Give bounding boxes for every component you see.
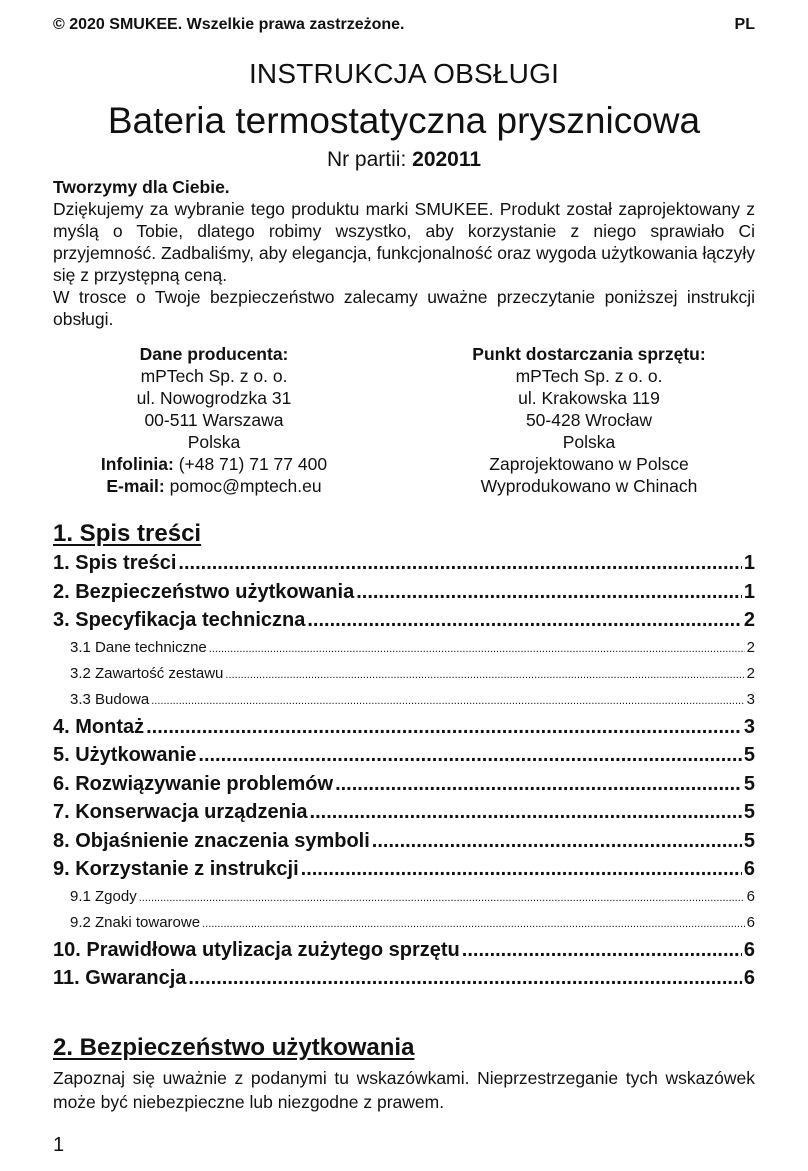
producer-company: mPTech Sp. z o. o.: [140, 366, 288, 386]
toc-entry-title: 2. Bezpieczeństwo użytkowania: [53, 580, 355, 603]
intro-heading: Tworzymy dla Ciebie.: [53, 177, 230, 197]
email-label: E-mail:: [106, 476, 165, 496]
toc-dot-leader: [225, 662, 744, 688]
toc-entry[interactable]: [53, 713, 755, 742]
toc-entry-page: 6: [746, 887, 755, 905]
intro-paragraph-1: Dziękujemy za wybranie tego produktu marki SMUKEE. Produkt został zaprojektowany z myślą o Tobie, dlatego robimy wszystko, aby korzystanie z niego sprawiało Ci przyjemność. Zadbaliśmy, aby elegancja, funkcjonalność oraz wygoda użytkowania łączyły się z przystępną ceną.: [53, 199, 755, 285]
delivery-label: Punkt dostarczania sprzętu:: [472, 344, 706, 364]
producer-country: Polska: [187, 432, 241, 452]
producer-phone: [53, 453, 375, 475]
toc-subentry[interactable]: [53, 635, 755, 661]
table-of-contents: [53, 549, 755, 993]
toc-entry-title: 9.1 Zgody: [70, 887, 137, 905]
toc-dot-leader: [335, 770, 742, 799]
toc-title: 1. Spis treści: [53, 520, 202, 547]
toc-entry-title: 1. Spis treści: [53, 552, 177, 574]
toc-entry-title: 10. Prawidłowa utylizacja zużytego sprzętu: [53, 938, 460, 961]
toc-entry-title: 3.3 Budowa: [70, 690, 150, 708]
toc-entry-page: 5: [743, 801, 755, 823]
toc-entry[interactable]: [53, 936, 755, 965]
toc-dot-leader: [209, 636, 745, 662]
toc-entry-page: 6: [746, 913, 755, 931]
toc-entry-title: 9.2 Znaki towarowe: [70, 913, 201, 931]
delivery-street: ul. Krakowska 119: [518, 388, 660, 408]
delivery-country: Polska: [562, 432, 616, 452]
toc-entry-title: 11. Gwarancja: [53, 967, 187, 989]
contact-info: [53, 343, 755, 497]
toc-entry-page: 5: [743, 772, 755, 795]
delivery-info: [375, 343, 755, 497]
intro-paragraph-2: W trosce o Twoje bezpieczeństwo zalecamy uważne przeczytanie poniższej instrukcji obsługi.: [53, 287, 755, 329]
toc-entry-title: 3. Specyfikacja techniczna: [53, 609, 306, 631]
toc-entry-title: 5. Użytkowanie: [53, 744, 197, 766]
page-number: 1: [53, 1134, 65, 1156]
section-2-title: 2. Bezpieczeństwo użytkowania: [53, 1034, 415, 1061]
toc-entry[interactable]: [53, 549, 755, 578]
toc-entry-title: 8. Objaśnienie znaczenia symboli: [53, 829, 370, 852]
delivery-city: 50-428 Wrocław: [525, 410, 653, 430]
toc-entry-title: 7. Konserwacja urządzenia: [53, 801, 308, 823]
toc-entry-page: 6: [743, 967, 755, 989]
toc-dot-leader: [188, 964, 741, 993]
toc-entry-page: 1: [743, 552, 755, 574]
toc-entry[interactable]: [53, 741, 755, 770]
toc-entry[interactable]: [53, 770, 755, 799]
page-header: [53, 16, 755, 34]
toc-entry[interactable]: [53, 578, 755, 607]
toc-entry-title: 4. Montaż: [53, 715, 145, 738]
toc-entry-page: 2: [743, 609, 755, 631]
email-address: pomoc@mptech.eu: [169, 476, 322, 496]
toc-entry-page: 6: [743, 938, 755, 961]
toc-entry-title: 6. Rozwiązywanie problemów: [53, 772, 334, 795]
toc-dot-leader: [462, 936, 742, 965]
toc-dot-leader: [151, 688, 744, 714]
toc-dot-leader: [301, 855, 742, 884]
producer-street: ul. Nowogrodzka 31: [136, 388, 292, 408]
batch-value: 202011: [412, 148, 482, 171]
toc-dot-leader: [202, 911, 745, 937]
producer-email: [53, 475, 375, 497]
producer-info: [53, 343, 375, 497]
toc-entry-page: 2: [746, 638, 755, 656]
toc-entry[interactable]: [53, 798, 755, 827]
toc-subentry[interactable]: [53, 687, 755, 713]
section-2-text: Zapoznaj się uważnie z podanymi tu wskazówkami. Nieprzestrzeganie tych wskazówek może być niebezpieczne lub niezgodne z prawem.: [53, 1068, 755, 1112]
toc-entry-page: 5: [743, 744, 755, 766]
batch-number: [53, 148, 755, 172]
toc-entry[interactable]: [53, 606, 755, 635]
toc-dot-leader: [198, 741, 741, 770]
language-code: PL: [734, 16, 755, 33]
toc-dot-leader: [310, 798, 742, 827]
toc-dot-leader: [139, 885, 745, 911]
toc-subentry[interactable]: [53, 910, 755, 936]
toc-dot-leader: [307, 606, 742, 635]
designed-in: Zaprojektowano w Polsce: [489, 454, 689, 474]
intro-block: [53, 176, 755, 330]
delivery-company: mPTech Sp. z o. o.: [515, 366, 663, 386]
toc-dot-leader: [356, 578, 742, 607]
producer-label: Dane producenta:: [139, 344, 289, 364]
toc-entry-page: 5: [743, 829, 755, 852]
toc-entry[interactable]: [53, 827, 755, 856]
made-in: Wyprodukowano w Chinach: [480, 476, 698, 496]
toc-entry-page: 1: [743, 580, 755, 603]
phone-number: (+48 71) 71 77 400: [178, 454, 328, 474]
toc-dot-leader: [372, 827, 742, 856]
toc-entry-page: 3: [746, 690, 755, 708]
toc-entry-page: 3: [743, 715, 755, 738]
product-title: Bateria termostatyczna prysznicowa: [107, 100, 701, 141]
document-page: [53, 0, 755, 1171]
toc-entry-title: 3.1 Dane techniczne: [70, 638, 207, 656]
toc-entry-page: 6: [743, 858, 755, 880]
batch-label: Nr partii:: [326, 148, 407, 171]
toc-entry-title: 9. Korzystanie z instrukcji: [53, 858, 299, 880]
copyright-notice: © 2020 SMUKEE. Wszelkie prawa zastrzeżone.: [53, 16, 405, 33]
toc-subentry[interactable]: [53, 661, 755, 687]
toc-entry-title: 3.2 Zawartość zestawu: [70, 664, 224, 682]
toc-entry[interactable]: [53, 964, 755, 993]
phone-label: Infolinia:: [100, 454, 174, 474]
toc-dot-leader: [178, 549, 741, 578]
toc-subentry[interactable]: [53, 884, 755, 910]
toc-entry[interactable]: [53, 855, 755, 884]
manual-label: INSTRUKCJA OBSŁUGI: [248, 58, 560, 89]
producer-city: 00-511 Warszawa: [144, 410, 284, 430]
toc-entry-page: 2: [746, 664, 755, 682]
toc-dot-leader: [146, 713, 742, 742]
